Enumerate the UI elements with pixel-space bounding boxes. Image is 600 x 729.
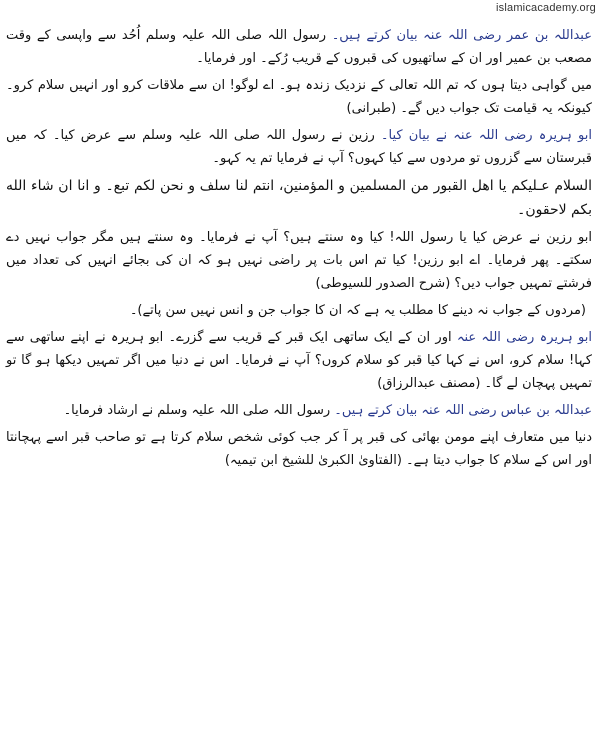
paragraph-text: اور ان کے ایک ساتھی ایک قبر کے قریب سے گزرے۔ ابو ہریرہ نے اپنے ساتھی سے کہا! سلام کرو، اس نے کہا کیا قبر کو سلام کروں؟ آپ نے فرمایا۔ اس نے دنیا میں اگر تمہیں دیکھا ہو گا تو تمہیں پہچان لے گا۔ (مصنف عبدالرزاق) — [6, 330, 592, 391]
narrator-highlight: ابو ہریرہ رضی اللہ عنہ — [456, 330, 592, 345]
paragraph-text: رزین نے رسول اللہ صلی اللہ علیہ وسلم سے عرض کیا۔ کہ میں قبرستان سے گزروں تو مردوں سے کیا کہوں؟ آپ نے فرمایا تم یہ کہو۔ — [6, 128, 592, 166]
paragraph-ibn-umar — [6, 24, 592, 70]
paragraph-abu-hurairah-razin — [6, 124, 592, 170]
arabic-supplication: السلام عـليكم يا اهل القبور من المسلمين و المؤمنين، انتم لنا سلف و نحن لكم تبع۔ و انا ان شاء الله بكم لاحقون۔ — [6, 178, 592, 218]
paragraph-testimony: میں گواہی دیتا ہوں کہ تم اللہ تعالی کے نزدیک زندہ ہو۔ اے لوگو! ان سے ملاقات کرو اور انہیں سلام کرو۔ کیونکہ یہ قیامت تک جواب دیں گے۔ (طبرانی) — [6, 78, 592, 116]
paragraph-abu-hurairah-grave — [6, 326, 592, 395]
paragraph-text: رسول اللہ صلی اللہ علیہ وسلم نے ارشاد فرمایا۔ — [63, 403, 335, 418]
paragraph-ibn-abbas — [6, 399, 592, 422]
paragraph-ibn-taymiyyah: دنیا میں متعارف اپنے مومن بھائی کی قبر پر آ کر جب کوئی شخص سلام کرتا ہے تو صاحب قبر اسے پہچانتا اور اس کے سلام کا جواب دیتا ہے۔ (الفتاویٰ الکبریٰ للشیخ ابن تیمیہ) — [6, 430, 592, 468]
site-watermark: islamicacademy.org — [496, 2, 596, 14]
narrator-highlight: عبداللہ بن عمر رضی اللہ عنہ بیان کرتے ہیں۔ — [331, 28, 592, 43]
paragraph-abu-razin: ابو رزین نے عرض کیا یا رسول اللہ! کیا وہ سنتے ہیں؟ آپ نے فرمایا۔ وہ سنتے ہیں مگر جواب نہیں دے سکتے۔ پھر فرمایا۔ اے ابو رزین! کیا تم اس بات پر راضی نہیں ہو کہ ان کی بجائے انہیں کی تعداد میں فرشتے تمہیں جواب دیں؟ (شرح الصدور للسیوطی) — [6, 230, 592, 291]
article-body — [6, 24, 592, 476]
paragraph-text: رسول اللہ صلی اللہ علیہ وسلم اُحُد سے واپسی کے وقت مصعب بن عمیر اور ان کے ساتھیوں کی قبروں کے قریب رُکے۔ اور فرمایا۔ — [6, 28, 592, 66]
narrator-highlight: عبداللہ بن عباس رضی اللہ عنہ بیان کرتے ہیں۔ — [334, 403, 592, 418]
paragraph-explanation: (مردوں کے جواب نہ دینے کا مطلب یہ ہے کہ ان کا جواب جن و انس نہیں سن پاتے)۔ — [129, 303, 586, 318]
narrator-highlight: ابو ہریرہ رضی اللہ عنہ نے بیان کیا۔ — [380, 128, 592, 143]
